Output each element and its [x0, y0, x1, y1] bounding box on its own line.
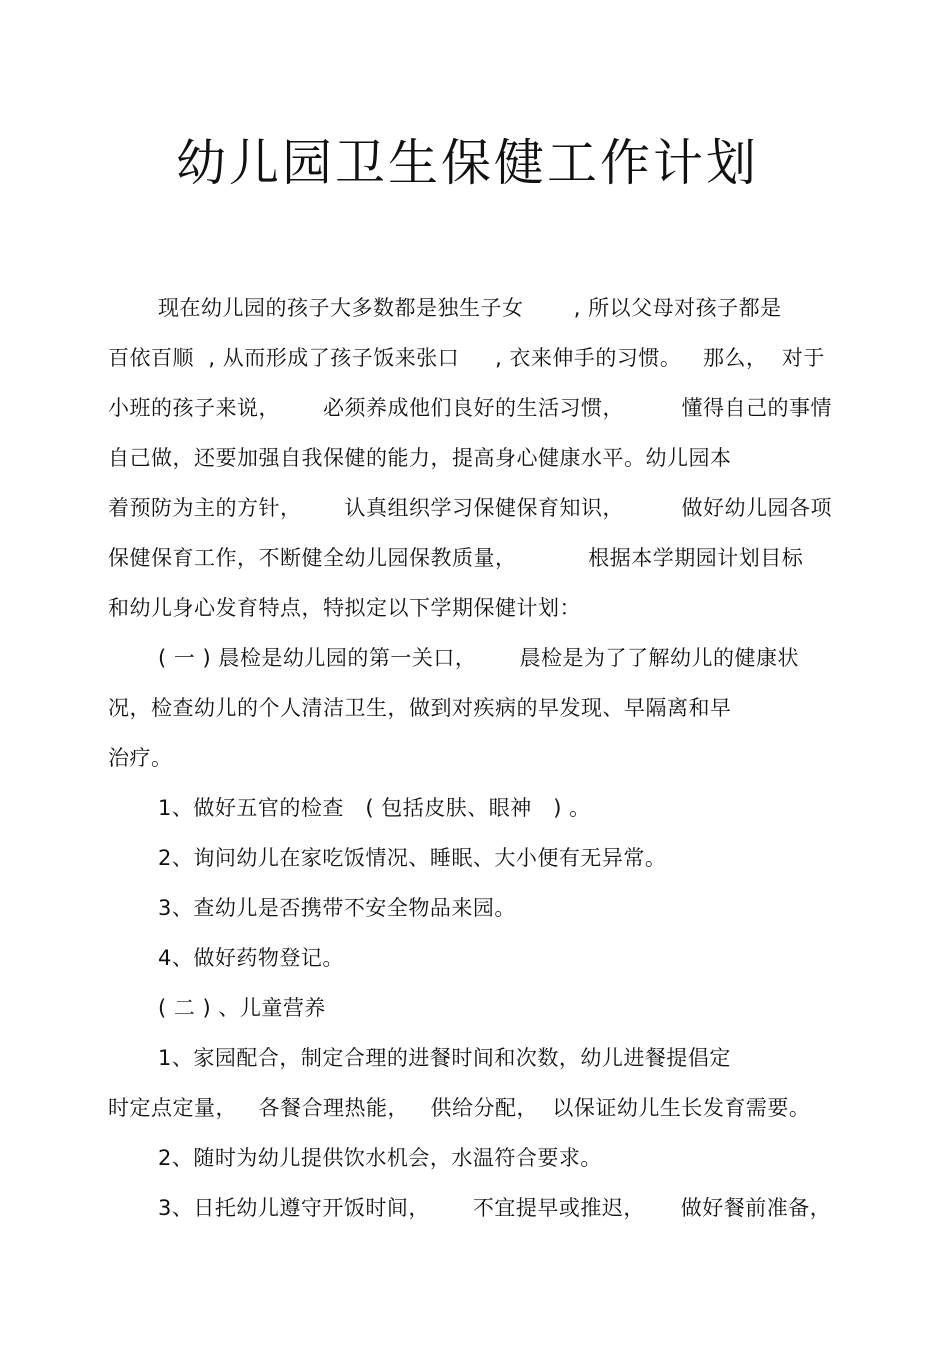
paragraph-line: 现在幼儿园的孩子大多数都是独生子女 , 所以父母对孩子都是	[158, 296, 782, 320]
list-item: 1、家园配合，制定合理的进餐时间和次数，幼儿进餐提倡定	[158, 1046, 731, 1070]
paragraph-line: 百依百顺 , 从而形成了孩子饭来张口 , 衣来伸手的习惯。 那么， 对于	[108, 346, 825, 370]
paragraph-line: 着预防为主的方针， 认真组织学习保健保育知识， 做好幼儿园各项	[108, 496, 832, 520]
paragraph-line: 治疗。	[108, 746, 173, 770]
list-item: 3、日托幼儿遵守开饭时间， 不宜提早或推迟， 做好餐前准备，	[158, 1196, 832, 1220]
list-item: 1、做好五官的检查 ( 包括皮肤、眼神 ) 。	[158, 796, 591, 820]
paragraph-line: 和幼儿身心发育特点，特拟定以下学期保健计划：	[108, 596, 581, 620]
list-item: 3、查幼儿是否携带不安全物品来园。	[158, 896, 516, 920]
list-item: 2、询问幼儿在家吃饭情况、睡眠、大小便有无异常。	[158, 846, 667, 870]
paragraph-line: 况，检查幼儿的个人清洁卫生，做到对疾病的早发现、早隔离和早	[108, 696, 732, 720]
list-item: 4、做好药物登记。	[158, 946, 344, 970]
paragraph-line: 小班的孩子来说， 必须养成他们良好的生活习惯， 懂得自己的事情	[108, 396, 832, 420]
paragraph-line: 自己做，还要加强自我保健的能力，提高身心健康水平。幼儿园本	[108, 446, 732, 470]
section-heading-line: ( 二 ) 、儿童营养	[158, 996, 326, 1020]
paragraph-line: 时定点定量， 各餐合理热能， 供给分配， 以保证幼儿生长发育需要。	[108, 1096, 811, 1120]
paragraph-line: 保健保育工作，不断健全幼儿园保教质量， 根据本学期园计划目标	[108, 546, 804, 570]
document-title: 幼儿园卫生保健工作计划	[176, 134, 759, 192]
section-heading-line: ( 一 ) 晨检是幼儿园的第一关口， 晨检是为了了解幼儿的健康状	[158, 646, 799, 670]
list-item: 2、随时为幼儿提供饮水机会，水温符合要求。	[158, 1146, 602, 1170]
